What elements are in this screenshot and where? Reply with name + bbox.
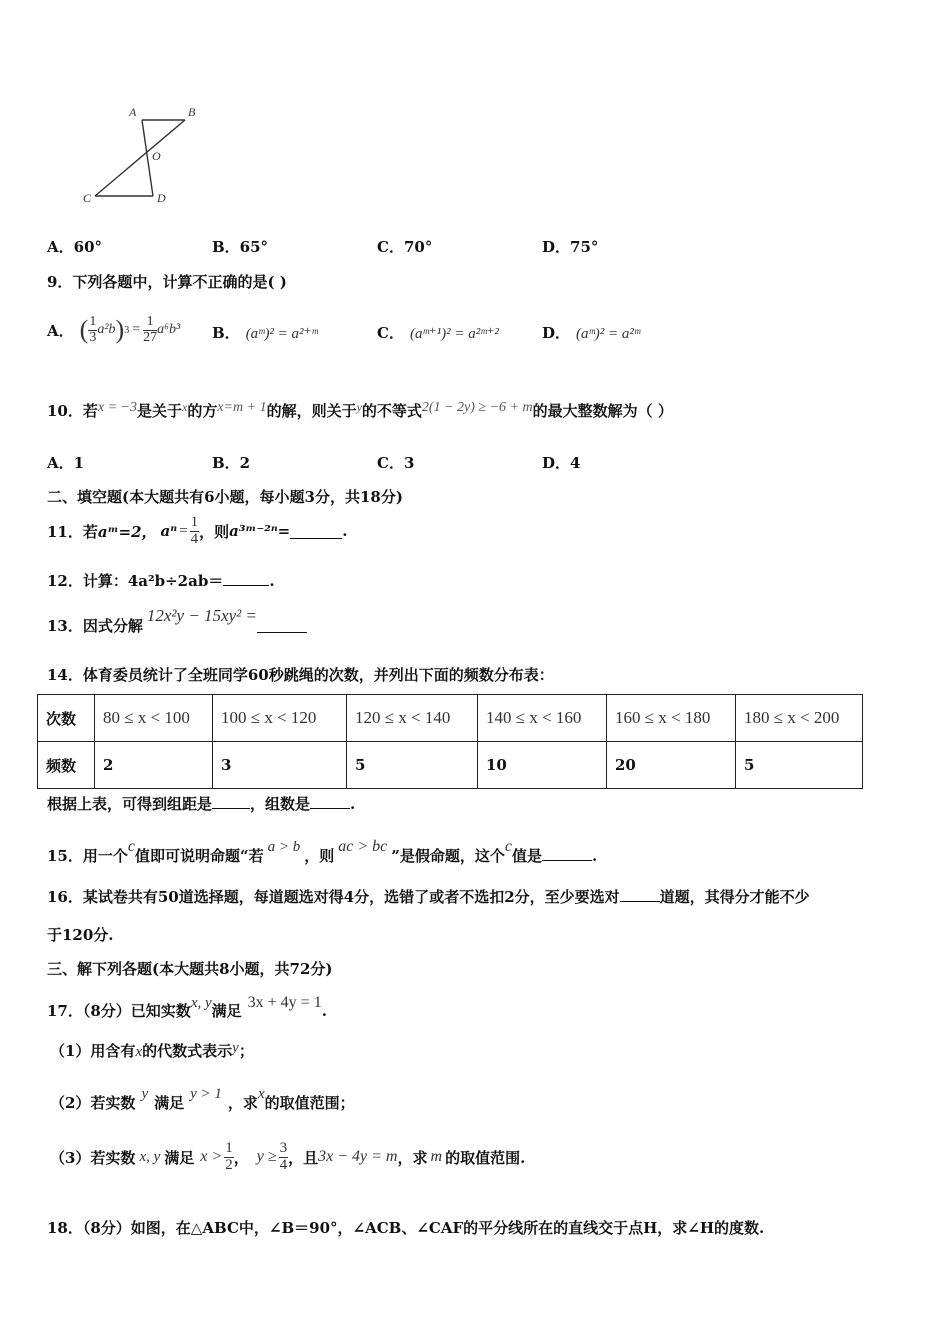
q15: 15．用一个c值即可说明命题“若 a > b ，则ac > bc”是假命题，这个c值是 . xyxy=(47,838,598,865)
label-d: D xyxy=(157,191,166,205)
q8-option-b: B．65° xyxy=(212,238,269,256)
q9-c-expr: (aᵐ⁺¹)² = a²ᵐ⁺² xyxy=(409,326,499,342)
count-cell: 5 xyxy=(736,742,863,789)
row-head-frequency: 频数 xyxy=(38,742,95,789)
q9-option-b xyxy=(212,322,318,343)
q17-part2: （2）若实数 y 满足 y > 1 ，求x的取值范围； xyxy=(50,1086,355,1112)
range-cell: 120 ≤ x < 140 xyxy=(347,695,478,742)
q12: 12．计算：4a²b÷2ab＝ . xyxy=(47,572,275,590)
range-cell: 80 ≤ x < 100 xyxy=(95,695,213,742)
q17-stem: 17．（8分）已知实数x, y满足 3x + 4y = 1. xyxy=(47,994,327,1020)
q16-line1: 16．某试卷共有50道选择题，每道题选对得4分，选错了或者不选扣2分，至少要选对 道题，其得分才能不少 xyxy=(47,888,810,906)
q9-b-expr: (aᵐ)² = a²⁺ᵐ xyxy=(245,326,318,342)
q9-d-label: D． xyxy=(542,324,571,342)
q9-option-d xyxy=(542,322,640,343)
geometry-figure xyxy=(75,100,210,210)
q18: 18．（8分）如图，在△ABC中，∠B＝90°，∠ACB、∠CAF的平分线所在的直线交于点H，求∠H的度数. xyxy=(47,1219,765,1237)
count-cell: 2 xyxy=(95,742,213,789)
range-cell: 180 ≤ x < 200 xyxy=(736,695,863,742)
row-head-count: 次数 xyxy=(38,695,95,742)
q14-after: 根据上表，可得到组距是 ，组数是 . xyxy=(47,795,356,813)
q8-option-c: C．70° xyxy=(377,238,433,256)
q8-option-d: D．75° xyxy=(542,238,599,256)
range-cell: 160 ≤ x < 180 xyxy=(607,695,736,742)
label-c: C xyxy=(83,191,92,205)
q10-option-c: C．3 xyxy=(377,454,415,472)
q9-c-label: C． xyxy=(377,324,404,342)
section-3-heading: 三、解下列各题(本大题共8小题，共72分) xyxy=(47,960,333,978)
range-cell: 100 ≤ x < 120 xyxy=(213,695,347,742)
table-row-frequencies xyxy=(38,742,863,789)
section-2-heading: 二、填空题(本大题共有6小题，每小题3分，共18分) xyxy=(47,488,403,506)
q9-option-c xyxy=(377,322,499,343)
label-b: B xyxy=(188,105,196,119)
q16-line2: 于120分. xyxy=(47,926,114,944)
q9-a-inner: a²b xyxy=(97,322,116,337)
q9-b-label: B． xyxy=(212,324,240,342)
q9-a-label: A． xyxy=(47,321,74,340)
q11: 11．若 aᵐ=2， aⁿ = $\frac{1}{4}$ ，则 a³ᵐ⁻²ⁿ= . xyxy=(47,513,348,547)
table-row-ranges xyxy=(38,695,863,742)
q9-d-expr: (aᵐ)² = a²ᵐ xyxy=(576,326,641,342)
label-a: A xyxy=(129,105,137,119)
label-o: O xyxy=(152,149,161,163)
count-cell: 10 xyxy=(478,742,607,789)
q9-a-rhs: a⁶b³ xyxy=(157,322,181,337)
q10-option-d: D．4 xyxy=(542,454,581,472)
q17-part1: （1）用含有x的代数式表示y； xyxy=(50,1040,254,1060)
q10-option-a: A．1 xyxy=(47,454,85,472)
segment-bc xyxy=(95,120,185,196)
q13: 13．因式分解12x²y − 15xy² = xyxy=(47,606,307,634)
count-cell: 5 xyxy=(347,742,478,789)
q10-option-b: B．2 xyxy=(212,454,251,472)
q8-option-a: A．60° xyxy=(47,238,103,256)
range-cell: 140 ≤ x < 160 xyxy=(478,695,607,742)
frequency-table xyxy=(37,694,863,789)
q17-part3: （3）若实数 x, y 满足 x > $\frac{1}{2}$ ， y ≥ $\frac{3}{4}$ ，且 3x − 4y = m ，求 m 的取值范围. xyxy=(50,1139,526,1173)
q10-stem: 10．若x = −3是关于$^x$的方x=m + 1的解，则关于$^y$的不等式2(1 − 2y) ≥ −6 + m的最大整数解为（ ） xyxy=(47,400,673,420)
q14-stem: 14．体育委员统计了全班同学60秒跳绳的次数，并列出下面的频数分布表： xyxy=(47,666,554,684)
q9-option-a: A． ( $\frac{1}{3}$ a²b ) 3 = $\frac{1}{27}$ a⁶b³ xyxy=(47,313,181,345)
q9-stem: 9．下列各题中，计算不正确的是( ) xyxy=(47,273,287,291)
count-cell: 3 xyxy=(213,742,347,789)
count-cell: 20 xyxy=(607,742,736,789)
